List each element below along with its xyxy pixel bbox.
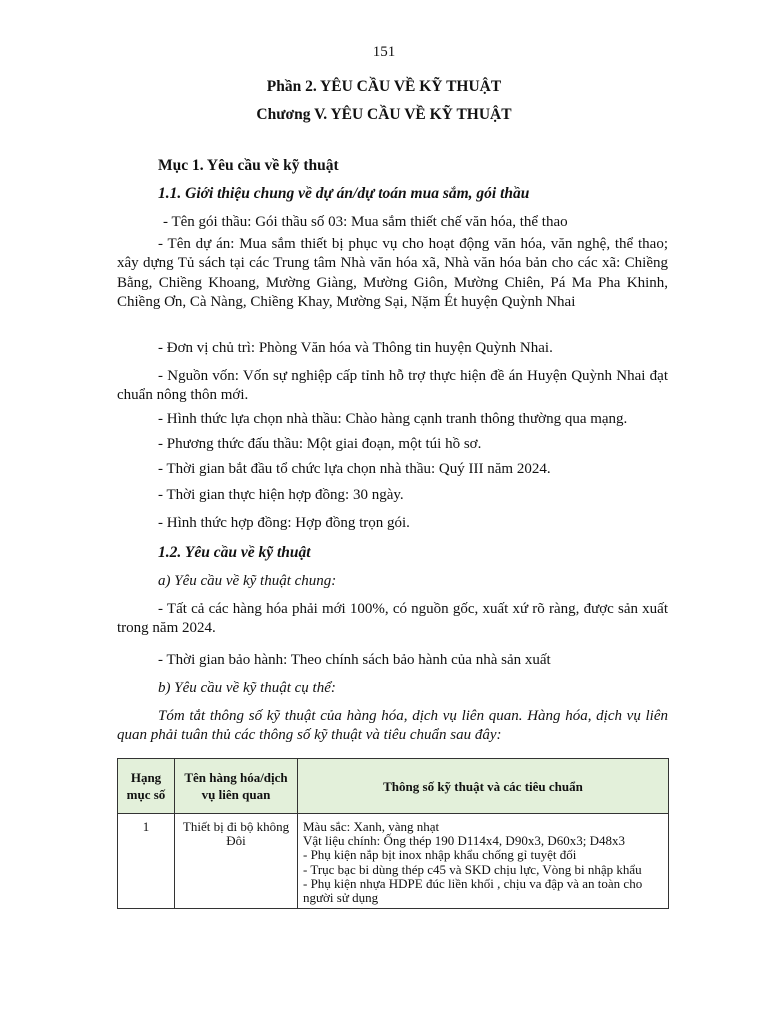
spec-line: - Phụ kiện nắp bịt inox nhập khẩu chống gỉ tuyệt đối bbox=[303, 847, 577, 863]
spec-line: - Phụ kiện nhựa HDPE đúc liền khối , chịu va đập và an toàn cho người sử dụng bbox=[303, 875, 643, 906]
item-name: Thiết bị đi bộ không Đôi bbox=[175, 814, 298, 909]
header-item-name: Tên hàng hóa/dịch vụ liên quan bbox=[175, 759, 298, 814]
bidding-method: - Phương thức đấu thầu: Một giai đoạn, một túi hồ sơ. bbox=[158, 436, 482, 452]
project-name: - Tên dự án: Mua sắm thiết bị phục vụ cho hoạt động văn hóa, văn nghệ, thể thao; xây dựng Tủ sách tại các Trung tâm Nhà văn hóa xã, Nhà văn hóa bản cho các xã: Chiềng Bằng, Chiềng Khoang, Mường Giàng, Mường Giôn, Mường Chiên, Pá Ma Pha Khinh, Chiềng Ơn, Cà Nàng, Chiềng Khay, Mường Sại, Nặm Ét huyện Quỳnh Nhai bbox=[117, 236, 668, 310]
spec-line: - Trục bạc bi dùng thép c45 và SKD chịu lực, Vòng bi nhập khẩu bbox=[303, 861, 642, 877]
page-number: 151 bbox=[372, 44, 396, 60]
spec-summary: Tóm tắt thông số kỹ thuật của hàng hóa, dịch vụ liên quan. Hàng hóa, dịch vụ liên quan phải tuân thủ các thông số kỹ thuật và tiêu chuẩn sau đây: bbox=[117, 708, 668, 744]
table-header-row bbox=[118, 759, 669, 814]
selection-form: - Hình thức lựa chọn nhà thầu: Chào hàng cạnh tranh thông thường qua mạng. bbox=[158, 411, 628, 427]
package-name: - Tên gói thầu: Gói thầu số 03: Mua sắm thiết chế văn hóa, thể thao bbox=[163, 214, 568, 230]
spec-line: Vật liệu chính: Ống thép 190 D114x4, D90x3, D60x3; D48x3 bbox=[303, 833, 625, 849]
header-item-number: Hạng mục số bbox=[118, 759, 175, 814]
subsection-tech-heading: 1.2. Yêu cầu về kỹ thuật bbox=[158, 544, 311, 561]
general-req-heading: a) Yêu cầu về kỹ thuật chung: bbox=[158, 573, 337, 589]
specific-req-heading: b) Yêu cầu về kỹ thuật cụ thể: bbox=[158, 680, 336, 696]
section-heading: Mục 1. Yêu cầu về kỹ thuật bbox=[158, 157, 339, 174]
header-specs: Thông số kỹ thuật và các tiêu chuẩn bbox=[298, 759, 669, 814]
contract-duration: - Thời gian thực hiện hợp đồng: 30 ngày. bbox=[158, 487, 404, 503]
fund-source: - Nguồn vốn: Vốn sự nghiệp cấp tỉnh hỗ trợ thực hiện đề án Huyện Quỳnh Nhai đạt chuẩn nông thôn mới. bbox=[117, 368, 668, 404]
host-unit: - Đơn vị chủ trì: Phòng Văn hóa và Thông tin huyện Quỳnh Nhai. bbox=[158, 340, 553, 356]
chapter-title: Chương V. YÊU CẦU VỀ KỸ THUẬT bbox=[256, 106, 512, 123]
part-title: Phần 2. YÊU CẦU VỀ KỸ THUẬT bbox=[266, 78, 502, 95]
general-requirement: - Tất cả các hàng hóa phải mới 100%, có nguồn gốc, xuất xứ rõ ràng, được sản xuất trong năm 2024. bbox=[117, 601, 668, 637]
warranty: - Thời gian bảo hành: Theo chính sách bảo hành của nhà sản xuất bbox=[158, 652, 551, 668]
spec-table bbox=[117, 758, 669, 909]
table-row bbox=[118, 814, 669, 909]
subsection-intro-heading: 1.1. Giới thiệu chung về dự án/dự toán mua sắm, gói thầu bbox=[158, 185, 530, 202]
item-specs bbox=[298, 814, 669, 909]
start-time: - Thời gian bắt đầu tổ chức lựa chọn nhà thầu: Quý III năm 2024. bbox=[158, 461, 551, 477]
spec-line: Màu sắc: Xanh, vàng nhạt bbox=[303, 819, 440, 834]
contract-type: - Hình thức hợp đồng: Hợp đồng trọn gói. bbox=[158, 515, 410, 531]
item-number: 1 bbox=[118, 814, 175, 909]
